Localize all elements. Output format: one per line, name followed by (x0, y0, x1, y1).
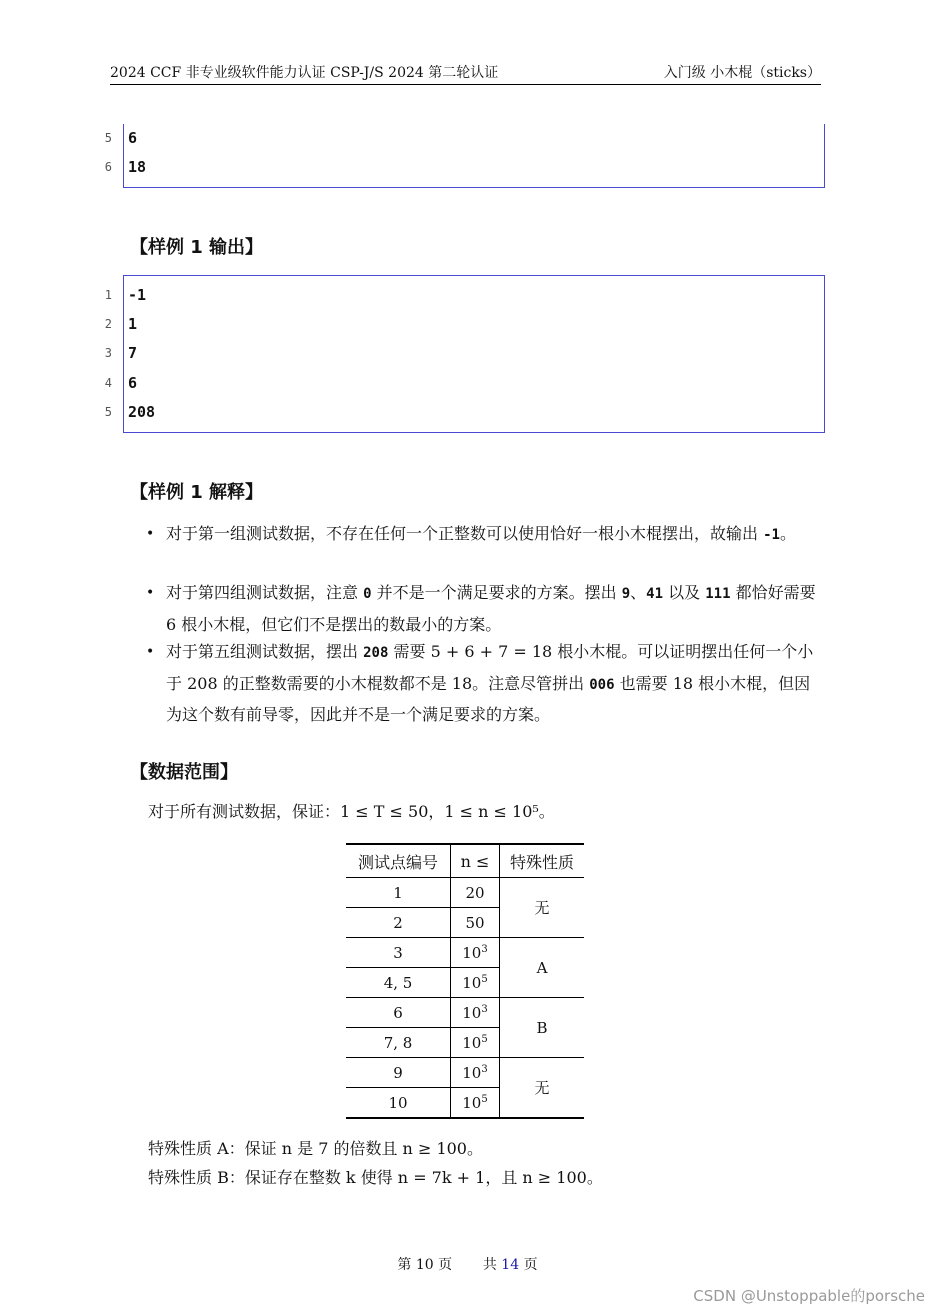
line-number: 6 (104, 160, 112, 174)
table-row: 4, 5 $10^5$ (346, 968, 584, 998)
table-row: 2 50 (346, 908, 584, 938)
code-line: 7 (128, 344, 138, 362)
property-cell: 无 (500, 878, 585, 938)
line-number: 2 (104, 317, 112, 331)
table-row: 7, 8 $10^5$ (346, 1028, 584, 1058)
table-header: n ≤ (451, 844, 500, 878)
line-number: 3 (104, 346, 112, 360)
code-line: 6 (128, 129, 138, 147)
code-block-top (123, 124, 825, 188)
explanation-item-3: 对于第五组测试数据，摆出 208 需要 5 + 6 + 7 = 18 根小木棍。可以证明摆出任何一个小于 208 的正整数需要的小木棍数都不是 18。注意尽管拼出 006 也需要 18 根小木棍，但因为这个数有前导零，因此并不是一个满足要求的方案。 (166, 642, 814, 724)
note-property-a: 特殊性质 A：保证 n 是 7 的倍数且 n ≥ 100。 (148, 1139, 483, 1158)
page-footer (0, 1254, 931, 1274)
code-line: 208 (128, 403, 156, 421)
code-line: 1 (128, 315, 138, 333)
explanation-title: 【样例 1 解释】 (130, 482, 264, 503)
total-pages-prefix: 共 (482, 1257, 497, 1273)
table-header: 特殊性质 (509, 852, 574, 872)
watermark: CSDN @Unstoppable的porsche (693, 1287, 925, 1305)
explanation-item-1: 对于第一组测试数据，不存在任何一个正整数可以使用恰好一根小木棍摆出，故输出 -1。 (166, 524, 796, 543)
table-row: 10 $10^5$ (346, 1088, 584, 1119)
bullet: • (146, 526, 155, 542)
range-title: 【数据范围】 (130, 762, 238, 783)
property-cell: B (500, 998, 585, 1058)
property-cell: A (500, 938, 585, 998)
table-header-row (346, 844, 584, 878)
table-row: 1 20 无 (346, 878, 584, 908)
total-pages-suffix: 页 (523, 1257, 538, 1273)
bullet: • (146, 585, 155, 601)
total-pages-link[interactable]: 14 (501, 1257, 520, 1273)
table-row: 9 $10^3$ 无 (346, 1058, 584, 1088)
code-line: -1 (128, 286, 147, 304)
explanation-item-2: 对于第四组测试数据，注意 0 并不是一个满足要求的方案。摆出 9、41 以及 111 都恰好需要 6 根小木棍，但它们不是摆出的数最小的方案。 (166, 583, 816, 634)
table-row: 3 $10^3$ A (346, 938, 584, 968)
bullet: • (146, 644, 155, 660)
line-number: 1 (104, 288, 112, 302)
code-line: 6 (128, 374, 138, 392)
table-header: 测试点编号 (357, 852, 438, 872)
page-number: 第 10 页 (397, 1257, 453, 1273)
note-property-b: 特殊性质 B：保证存在整数 k 使得 n = 7k + 1，且 n ≥ 100。 (148, 1168, 603, 1187)
table-row: 6 $10^3$ B (346, 998, 584, 1028)
property-cell: 无 (534, 1079, 550, 1097)
line-number: 4 (104, 376, 112, 390)
range-intro: 对于所有测试数据，保证：1 ≤ T ≤ 50，1 ≤ n ≤ 10⁵。 (148, 802, 555, 821)
header-left: 2024 CCF 非专业级软件能力认证 CSP-J/S 2024 第二轮认证 (110, 65, 499, 81)
line-number: 5 (104, 131, 112, 145)
code-block-output (123, 275, 825, 433)
line-number: 5 (104, 405, 112, 419)
code-line: 18 (128, 158, 147, 176)
header-right: 入门级 小木棍（sticks） (663, 65, 821, 81)
range-table (346, 843, 584, 1119)
sample-output-title: 【样例 1 输出】 (130, 237, 264, 258)
header-rule (110, 84, 821, 85)
